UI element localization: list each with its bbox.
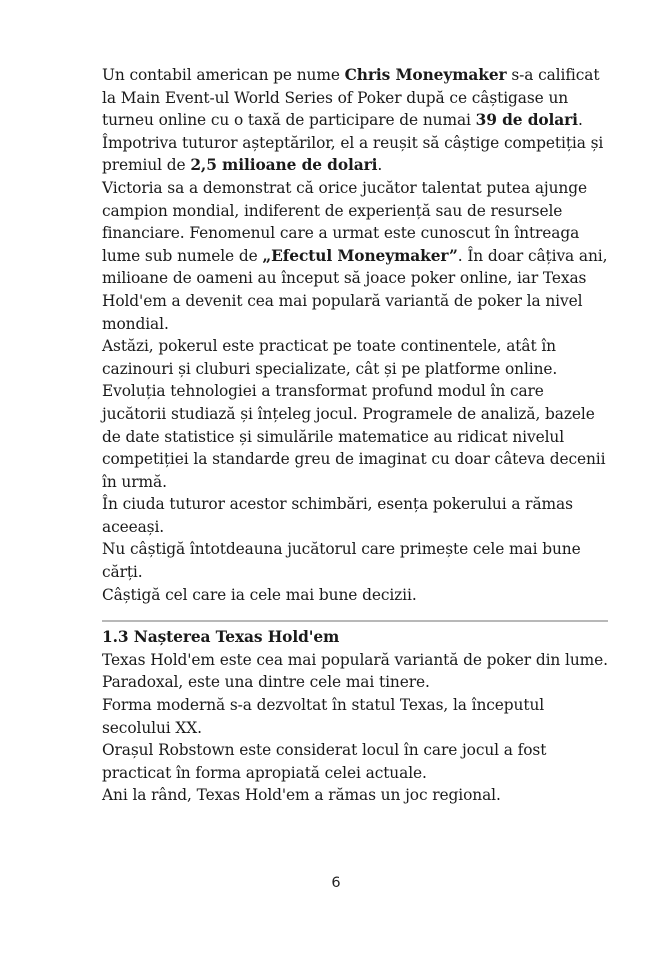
text-run: . [377,156,383,175]
paragraph [102,177,608,335]
paragraph [102,64,608,132]
text-run: Un contabil american pe nume [102,66,345,84]
page-content [102,64,608,807]
section-divider [102,620,608,622]
paragraph [102,493,608,538]
text-run: Împotriva tuturor așteptărilor, el a reușit să câștige competiția și premiul de [102,133,604,175]
bold-text: 2,5 milioane de dolari [190,156,378,175]
paragraph [102,584,608,607]
body-text [102,64,608,606]
paragraph: Ani la rând, Texas Hold'em a rămas un joc regional. [102,786,501,805]
bold-text: Chris Moneymaker [344,66,507,84]
text-run: s-a calificat la Main Event-ul World Series of Poker după ce câștigase un turneu online cu o taxă de participare de numai [102,66,600,130]
text-run: . [577,111,583,130]
text-run: În ciuda tuturor acestor schimbări, esența pokerului a rămas aceeași. [102,495,573,536]
section-body-text [102,649,608,807]
text-run: Nu câștigă întotdeauna jucătorul care primește cele mai bune cărți. [102,540,581,582]
text-run: Victoria sa a demonstrat că orice jucător talentat putea ajunge campion mondial, indiferent de experiență sau de resursele financiare. Fenomenul care a urmat este cunoscut în întreaga lume sub numele de [102,178,587,265]
paragraph: Paradoxal, este una dintre cele mai tinere. [102,673,430,692]
text-run: Astăzi, pokerul este practicat pe toate continentele, atât în cazinouri și cluburi specializate, cât și pe platforme online. [102,337,558,378]
paragraph [102,380,608,493]
paragraph: Texas Hold'em este cea mai populară variantă de poker din lume. [102,650,608,669]
paragraph: Forma modernă s-a dezvoltat în statul Texas, la începutul secolului XX. [102,696,545,737]
paragraph [102,538,608,583]
paragraph: Orașul Robstown este considerat locul în care jocul a fost practicat în forma apropiată celei actuale. [102,741,547,782]
paragraph [102,132,608,177]
text-run: Evoluția tehnologiei a transformat profund modul în care jucătorii studiază și înțeleg jocul. Programele de analiză, bazele de date statistice și simulările matematice au ridicat nivelul competiției la standarde greu de imaginat cu doar câteva decenii în urmă. [102,382,606,491]
text-run: . În doar câțiva ani, milioane de oameni au început să joace poker online, iar Texas Hold'em a devenit cea mai populară variantă de poker la nivel mondial. [102,246,608,333]
section-heading: 1.3 Nașterea Texas Hold'em [102,628,340,647]
page-number: 6 [331,875,341,891]
bold-text: „Efectul Moneymaker” [262,246,458,265]
text-run: Câștigă cel care ia cele mai bune decizii. [102,585,417,604]
paragraph [102,335,608,380]
bold-text: 39 de dolari [475,111,578,130]
